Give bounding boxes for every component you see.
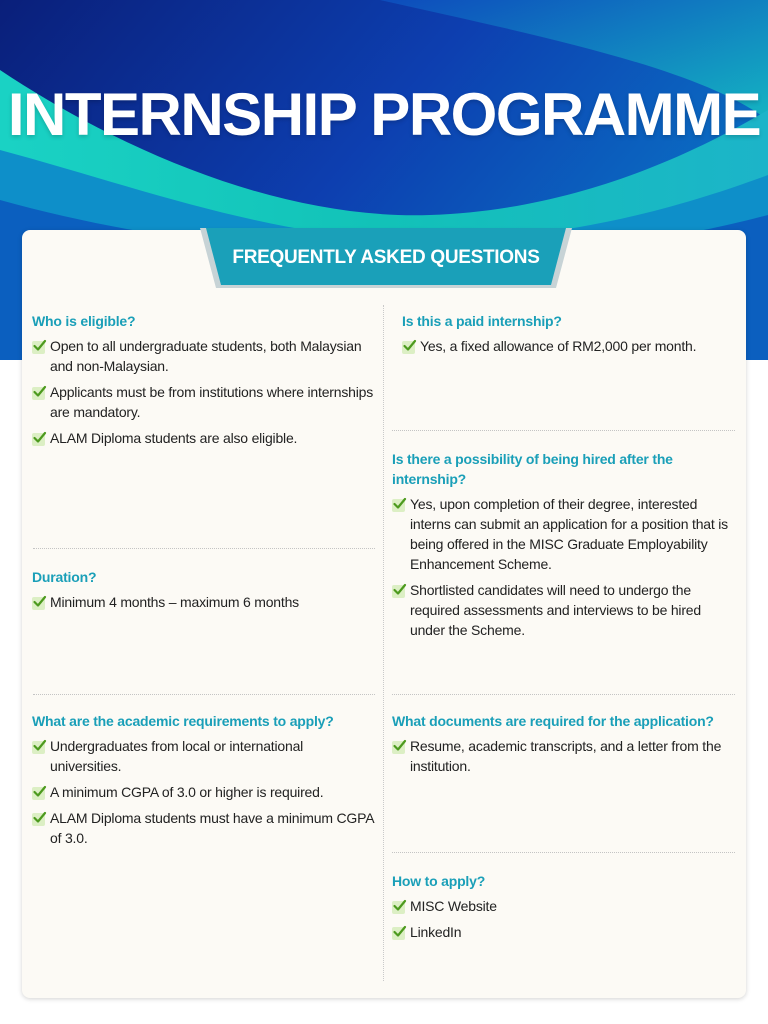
checkmark-icon [32,787,45,800]
checkmark-icon [402,341,415,354]
faq-question: Who is eligible? [32,313,136,329]
faq-section-paid [402,311,735,362]
section-divider [392,852,735,853]
faq-answer-text: Undergraduates from local or international universities. [50,738,304,774]
faq-banner [200,228,572,288]
checkmark-icon [32,741,45,754]
faq-answer-text: Yes, a fixed allowance of RM2,000 per month. [420,338,697,354]
faq-answer-item [32,592,377,612]
section-divider [33,694,375,695]
faq-answer-item [402,336,735,356]
section-divider [33,548,375,549]
faq-section-documents [392,711,735,782]
faq-section-duration [32,567,377,618]
faq-answer-text: Open to all undergraduate students, both Malaysian and non-Malaysian. [50,338,362,374]
faq-answer-text: Minimum 4 months – maximum 6 months [50,594,299,610]
faq-answer-text: Shortlisted candidates will need to undergo the required assessments and interviews to be hired under the Scheme. [410,582,701,638]
faq-section-academic [32,711,377,854]
faq-answer-item [392,736,735,776]
checkmark-icon [392,901,405,914]
section-divider [392,694,735,695]
faq-section-eligible [32,311,377,454]
faq-answer-text: Yes, upon completion of their degree, interested interns can submit an application for a position that is being offered in the MISC Graduate Employability Enhancement Scheme. [410,496,728,572]
section-divider [392,430,735,431]
page-title: INTERNSHIP PROGRAMME [7,81,761,148]
faq-answer-text: Applicants must be from institutions where internships are mandatory. [50,384,374,420]
checkmark-icon [32,813,45,826]
checkmark-icon [392,741,405,754]
checkmark-icon [392,499,405,512]
faq-answer-text: ALAM Diploma students must have a minimum CGPA of 3.0. [50,810,374,846]
apply-link-misc-website[interactable]: MISC Website [410,898,497,914]
checkmark-icon [392,927,405,940]
apply-link-linkedin[interactable]: LinkedIn [410,924,462,940]
faq-heading: FREQUENTLY ASKED QUESTIONS [232,247,540,268]
faq-answer-item [392,896,735,916]
faq-answer-item [392,494,735,574]
checkmark-icon [32,433,45,446]
faq-section-hired [392,449,735,646]
checkmark-icon [392,585,405,598]
faq-question: Duration? [32,569,97,585]
faq-answer-item [392,922,735,942]
faq-answer-item [32,382,377,422]
faq-question: Is there a possibility of being hired after the internship? [392,451,673,487]
faq-answer-item [32,428,377,448]
faq-question: Is this a paid internship? [402,313,562,329]
faq-answer-item [392,580,735,640]
faq-answer-item [32,782,377,802]
faq-question: How to apply? [392,873,486,889]
faq-answer-item [32,808,377,848]
faq-answer-text: Resume, academic transcripts, and a letter from the institution. [410,738,722,774]
column-divider [383,305,384,981]
faq-answer-text: ALAM Diploma students are also eligible. [50,430,298,446]
checkmark-icon [32,597,45,610]
checkmark-icon [32,387,45,400]
faq-answer-text: A minimum CGPA of 3.0 or higher is required. [50,784,324,800]
faq-question: What documents are required for the application? [392,713,714,729]
faq-question: What are the academic requirements to apply? [32,713,334,729]
faq-section-apply [392,871,735,948]
checkmark-icon [32,341,45,354]
faq-answer-item [32,736,377,776]
faq-answer-item [32,336,377,376]
